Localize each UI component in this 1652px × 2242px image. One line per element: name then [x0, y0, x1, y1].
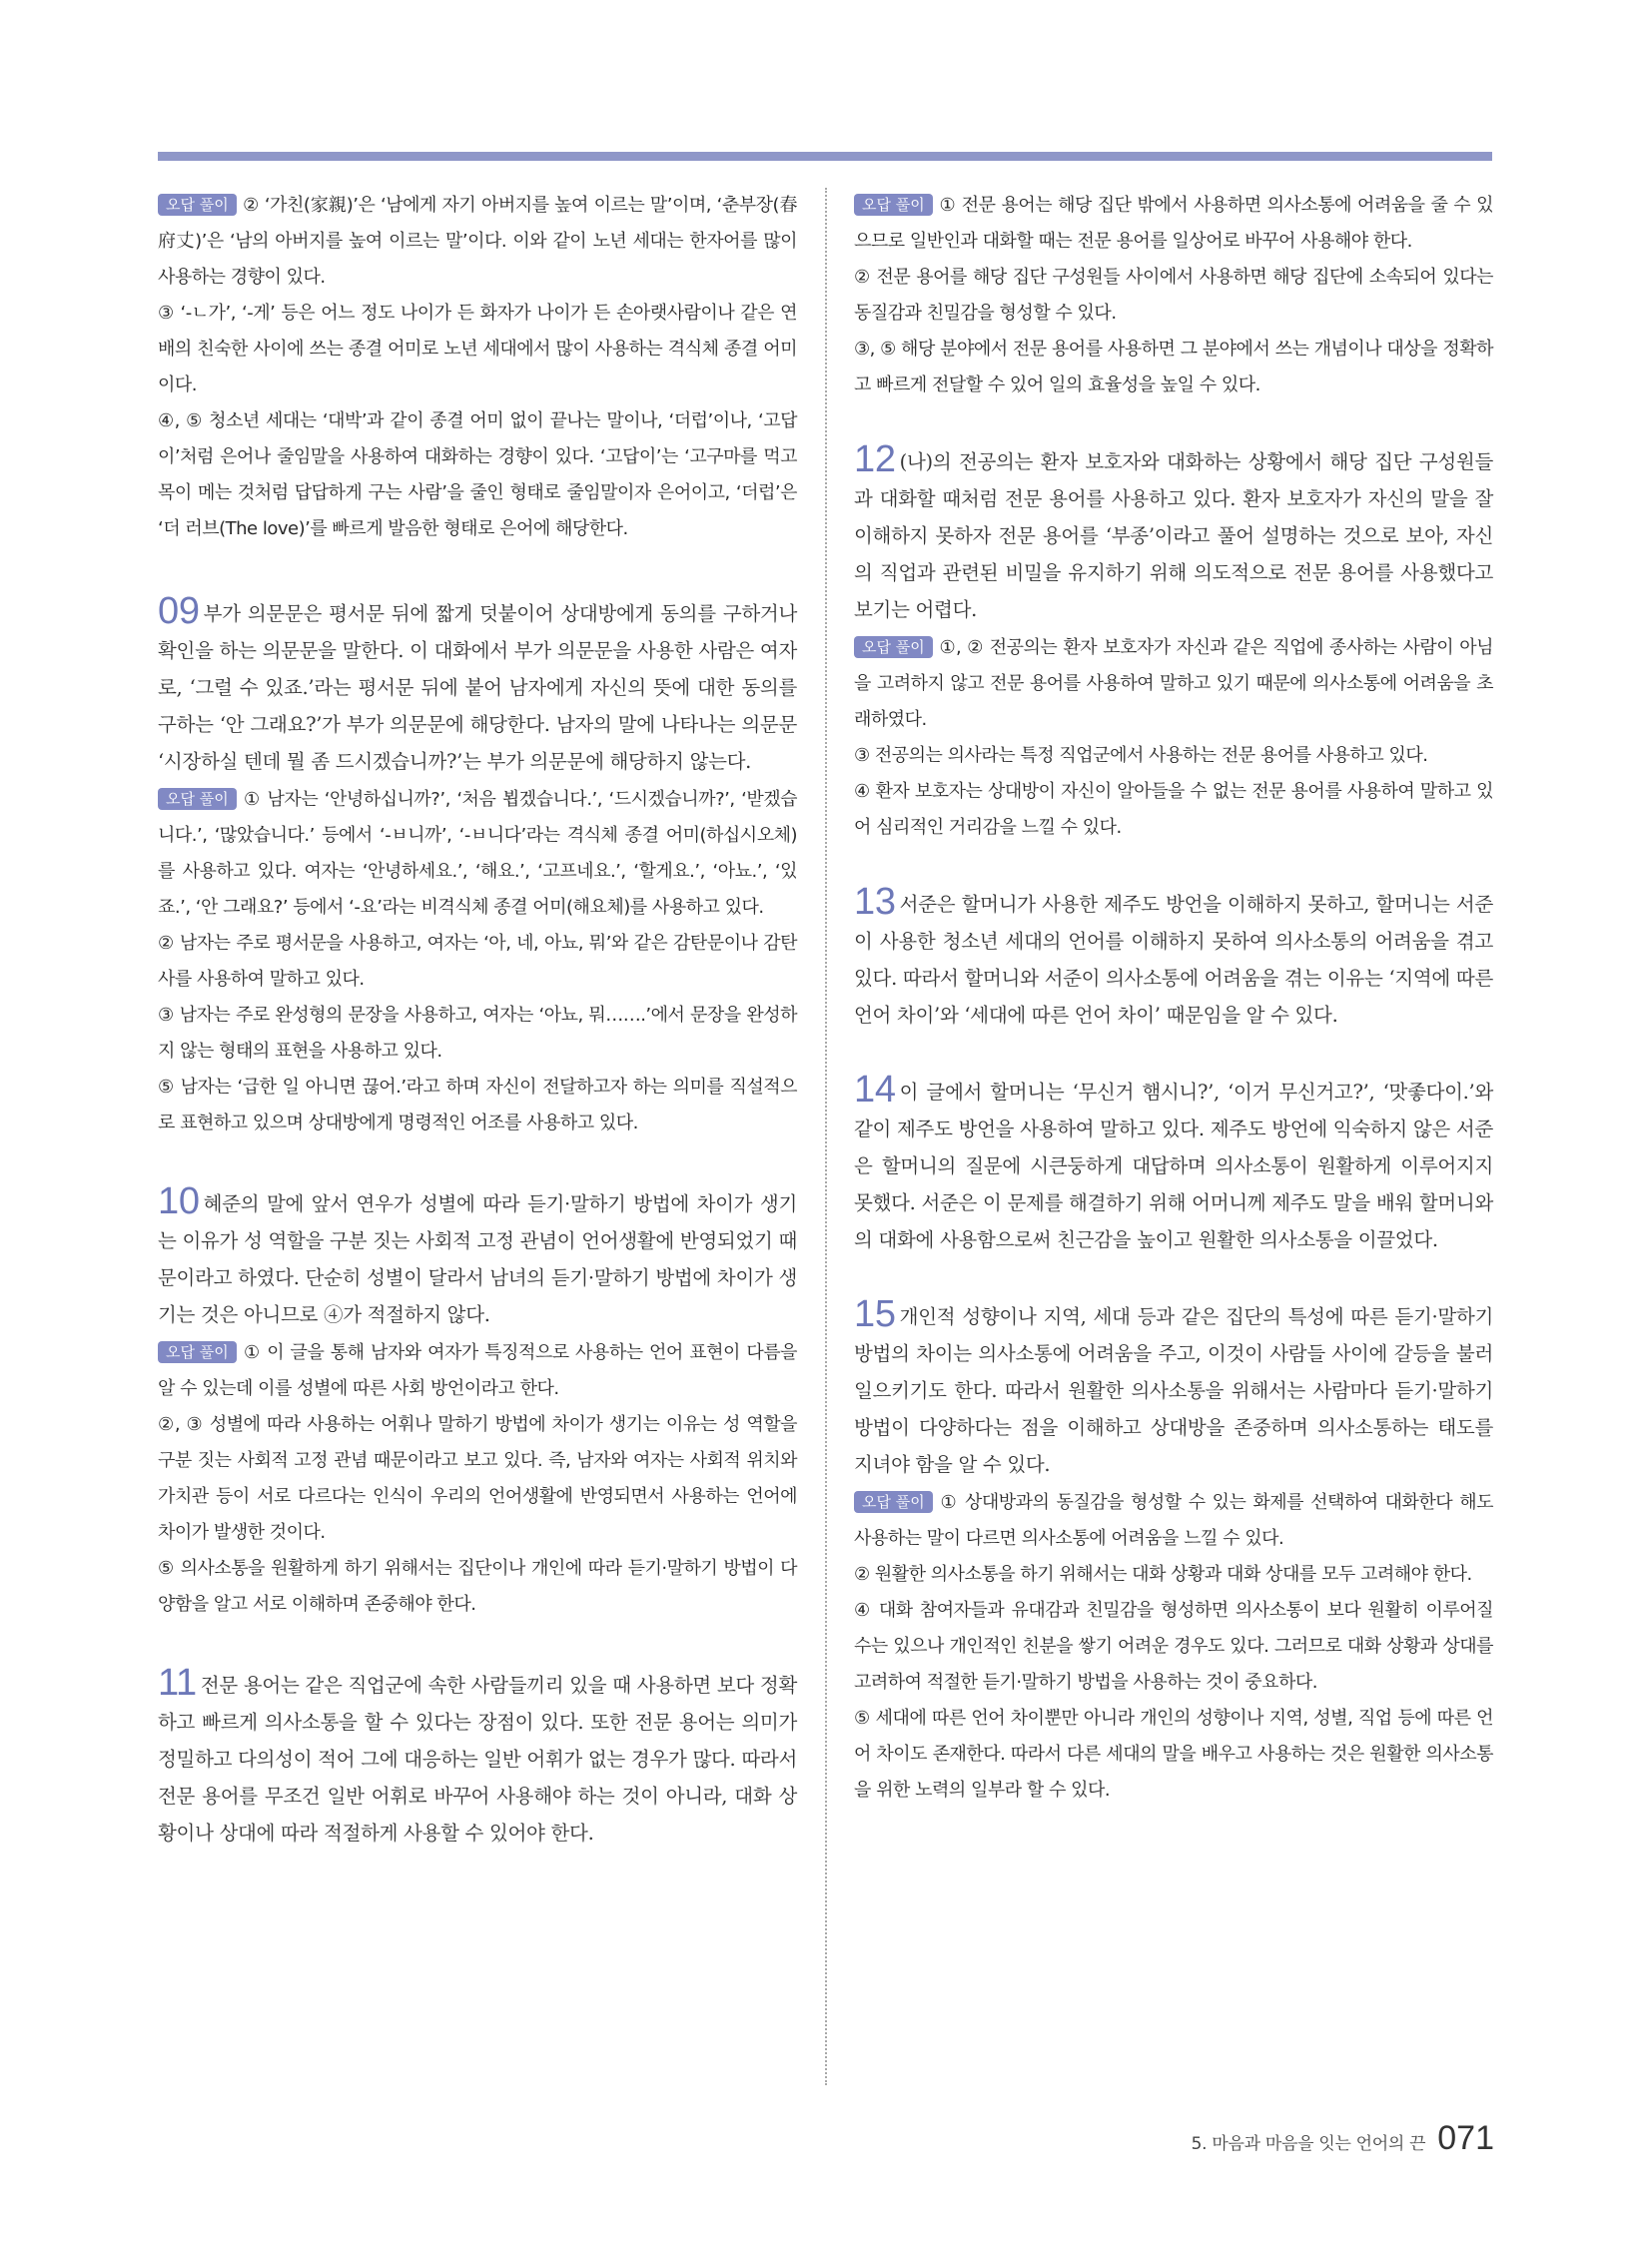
- explanation-text: ② 남자는 주로 평서문을 사용하고, 여자는 ‘아, 네, 아뇨, 뭐’와 같은 감탄문이나 감탄사를 사용하여 말하고 있다.: [158, 933, 797, 990]
- explanation-text: ② ‘가친(家親)’은 ‘남에게 자기 아버지를 높여 이르는 말’이며, ‘춘부장(春府丈)’은 ‘남의 아버지를 높여 이르는 말’이다. 이와 같이 노년 세대는 한자어를 많이 사용하는 경향이 있다.: [158, 195, 797, 288]
- wrong-answer-badge: 오답 풀이: [854, 636, 933, 658]
- answer-text: (나)의 전공의는 환자 보호자와 대화하는 상황에서 해당 집단 구성원들과 대화할 때처럼 전문 용어를 사용하고 있다. 환자 보호자가 자신의 말을 잘 이해하지 못하자 전문 용어를 ‘부종’이라고 풀어 설명하는 것으로 보아, 자신의 직업과 관련된 비밀을 유지하기 위해 의도적으로 전문 용어를 사용했다고 보기는 어렵다.: [854, 450, 1493, 621]
- explanation-text: ⑤ 남자는 ‘급한 일 아니면 끊어.’라고 하며 자신이 전달하고자 하는 의미를 직설적으로 표현하고 있으며 상대방에게 명령적인 어조를 사용하고 있다.: [158, 1077, 797, 1133]
- left-column: [158, 188, 797, 1852]
- answer-text: 이 글에서 할머니는 ‘무신거 햄시니?’, ‘이거 무신거고?’, ‘맛좋다이.’와 같이 제주도 방언을 사용하여 말하고 있다. 제주도 방언에 익숙하지 않은 서준은 할머니의 질문에 시큰둥하게 대답하며 의사소통이 원활하게 이루어지지 못했다. 서준은 이 문제를 해결하기 위해 어머니께 제주도 말을 배워 할머니와의 대화에 사용함으로써 친근감을 높이고 원활한 의사소통을 이끌었다.: [854, 1081, 1493, 1251]
- explanation-text: ⑤ 의사소통을 원활하게 하기 위해서는 집단이나 개인에 따라 듣기·말하기 방법이 다양함을 알고 서로 이해하며 존중해야 한다.: [158, 1558, 797, 1615]
- right-column: [854, 188, 1493, 1809]
- explanation-text: ① 남자는 ‘안녕하십니까?’, ‘처음 뵙겠습니다.’, ‘드시겠습니까?’, ‘받겠습니다.’, ‘많았습니다.’ 등에서 ‘-ㅂ니까’, ‘-ㅂ니다’라는 격식체 종결 어미(하십시오체)를 사용하고 있다. 여자는 ‘안녕하세요.’, ‘해요.’, ‘고프네요.’, ‘할게요.’, ‘아뇨.’, ‘있죠.’, ‘안 그래요?’ 등에서 ‘-요’라는 비격식체 종결 어미(해요체)를 사용하고 있다.: [158, 789, 797, 918]
- answer-text: 전문 용어는 같은 직업군에 속한 사람들끼리 있을 때 사용하면 보다 정확하고 빠르게 의사소통을 할 수 있다는 장점이 있다. 또한 전문 용어는 의미가 정밀하고 다의성이 적어 그에 대응하는 일반 어휘가 없는 경우가 많다. 따라서 전문 용어를 무조건 일반 어휘로 바꾸어 사용해야 하는 것이 아니라, 대화 상황이나 상대에 따라 적절하게 사용할 수 있어야 한다.: [158, 1674, 797, 1845]
- question-14: [854, 1069, 1493, 1258]
- explanation-text: ③ 전공의는 의사라는 특정 직업군에서 사용하는 전문 용어를 사용하고 있다.: [854, 745, 1428, 766]
- explanation-text: ③, ⑤ 해당 분야에서 전문 용어를 사용하면 그 분야에서 쓰는 개념이나 대상을 정확하고 빠르게 전달할 수 있어 일의 효율성을 높일 수 있다.: [854, 339, 1493, 395]
- explanation-text: ② 전문 용어를 해당 집단 구성원들 사이에서 사용하면 해당 집단에 소속되어 있다는 동질감과 친밀감을 형성할 수 있다.: [854, 267, 1493, 324]
- header-rule: [158, 152, 1492, 161]
- question-10: [158, 1180, 797, 1623]
- explanation-text: ②, ③ 성별에 따라 사용하는 어휘나 말하기 방법에 차이가 생기는 이유는 성 역할을 구분 짓는 사회적 고정 관념 때문이라고 보고 있다. 즉, 남자와 여자는 사회적 위치와 가치관 등이 서로 다르다는 인식이 우리의 언어생활에 반영되면서 사용하는 언어에 차이가 발생한 것이다.: [158, 1414, 797, 1543]
- chapter-title: 5. 마음과 마음을 잇는 언어의 끈: [1191, 2134, 1426, 2154]
- column-divider: [825, 188, 827, 2085]
- wrong-answer-badge: 오답 풀이: [158, 1341, 237, 1363]
- wrong-answer-badge: 오답 풀이: [158, 194, 237, 216]
- wrong-answer-badge: 오답 풀이: [854, 194, 933, 216]
- explanation-text: ③ 남자는 주로 완성형의 문장을 사용하고, 여자는 ‘아뇨, 뭐…….’에서 문장을 완성하지 않는 형태의 표현을 사용하고 있다.: [158, 1005, 797, 1062]
- page-footer: [1192, 2119, 1494, 2158]
- question-13: [854, 881, 1493, 1034]
- explanation-text: ① 상대방과의 동질감을 형성할 수 있는 화제를 선택하여 대화한다 해도 사용하는 말이 다르면 의사소통에 어려움을 느낄 수 있다.: [854, 1492, 1493, 1549]
- explanation-text: ③ ‘-ㄴ가’, ‘-게’ 등은 어느 정도 나이가 든 화자가 나이가 든 손아랫사람이나 같은 연배의 친숙한 사이에 쓰는 종결 어미로 노년 세대에서 많이 사용하는 격식체 종결 어미이다.: [158, 303, 797, 395]
- answer-text: 부가 의문문은 평서문 뒤에 짧게 덧붙이어 상대방에게 동의를 구하거나 확인을 하는 의문문을 말한다. 이 대화에서 부가 의문문을 사용한 사람은 여자로, ‘그럴 수 있죠.’라는 평서문 뒤에 붙어 남자에게 자신의 뜻에 대한 동의를 구하는 ‘안 그래요?’가 부가 의문문에 해당한다. 남자의 말에 나타나는 의문문 ‘시장하실 텐데 뭘 좀 드시겠습니까?’는 부가 의문문에 해당하지 않는다.: [158, 602, 797, 773]
- explanation-text: ④, ⑤ 청소년 세대는 ‘대박’과 같이 종결 어미 없이 끝나는 말이나, ‘더럽’이나, ‘고답이’처럼 은어나 줄임말을 사용하여 대화하는 경향이 있다. ‘고답이’는 ‘고구마를 먹고 목이 메는 것처럼 답답하게 구는 사람’을 줄인 형태로 줄임말이자 은어이고, ‘더럽’은 ‘더 러브(The love)’를 빠르게 발음한 형태로 은어에 해당한다.: [158, 410, 797, 539]
- question-11: [158, 1662, 797, 1852]
- wrong-answer-badge: 오답 풀이: [854, 1491, 933, 1513]
- question-number: 12: [854, 438, 896, 480]
- page-number: 071: [1437, 2119, 1494, 2157]
- question-number: 09: [158, 590, 200, 632]
- explanation-text: ① 이 글을 통해 남자와 여자가 특징적으로 사용하는 언어 표현이 다름을 알 수 있는데 이를 성별에 따른 사회 방언이라고 한다.: [158, 1342, 797, 1399]
- answer-text: 혜준의 말에 앞서 연우가 성별에 따라 듣기·말하기 방법에 차이가 생기는 이유가 성 역할을 구분 짓는 사회적 고정 관념이 언어생활에 반영되었기 때문이라고 하였다. 단순히 성별이 달라서 남녀의 듣기·말하기 방법에 차이가 생기는 것은 아니므로 ④가 적절하지 않다.: [158, 1192, 797, 1326]
- explanation-text: ⑤ 세대에 따른 언어 차이뿐만 아니라 개인의 성향이나 지역, 성별, 직업 등에 따른 언어 차이도 존재한다. 따라서 다른 세대의 말을 배우고 사용하는 것은 원활한 의사소통을 위한 노력의 일부라 할 수 있다.: [854, 1708, 1493, 1801]
- answer-text: 개인적 성향이나 지역, 세대 등과 같은 집단의 특성에 따른 듣기·말하기 방법의 차이는 의사소통에 어려움을 주고, 이것이 사람들 사이에 갈등을 불러일으키기도 한다. 따라서 원활한 의사소통을 위해서는 사람마다 듣기·말하기 방법이 다양하다는 점을 이해하고 상대방을 존중하며 의사소통하는 태도를 지녀야 함을 알 수 있다.: [854, 1305, 1493, 1476]
- answer-text: 서준은 할머니가 사용한 제주도 방언을 이해하지 못하고, 할머니는 서준이 사용한 청소년 세대의 언어를 이해하지 못하여 의사소통의 어려움을 겪고 있다. 따라서 할머니와 서준이 의사소통에 어려움을 겪는 이유는 ‘지역에 따른 언어 차이’와 ‘세대에 따른 언어 차이’ 때문임을 알 수 있다.: [854, 893, 1493, 1027]
- question-number: 13: [854, 881, 896, 923]
- q11-explanation: [854, 188, 1493, 403]
- question-number: 11: [158, 1662, 197, 1704]
- question-12: [854, 438, 1493, 846]
- question-number: 10: [158, 1180, 200, 1222]
- question-15: [854, 1293, 1493, 1809]
- explanation-text: ② 원활한 의사소통을 하기 위해서는 대화 상황과 대화 상대를 모두 고려해야 한다.: [854, 1564, 1472, 1585]
- question-number: 14: [854, 1069, 896, 1111]
- explanation-text: ① 전문 용어는 해당 집단 밖에서 사용하면 의사소통에 어려움을 줄 수 있으므로 일반인과 대화할 때는 전문 용어를 일상어로 바꾸어 사용해야 한다.: [854, 195, 1493, 252]
- explanation-text: ④ 대화 참여자들과 유대감과 친밀감을 형성하면 의사소통이 보다 원활히 이루어질 수는 있으나 개인적인 친분을 쌓기 어려운 경우도 있다. 그러므로 대화 상황과 상대를 고려하여 적절한 듣기·말하기 방법을 사용하는 것이 중요하다.: [854, 1600, 1493, 1693]
- explanation-text: ①, ② 전공의는 환자 보호자가 자신과 같은 직업에 종사하는 사람이 아님을 고려하지 않고 전문 용어를 사용하여 말하고 있기 때문에 의사소통에 어려움을 초래하였다.: [854, 637, 1493, 730]
- question-number: 15: [854, 1293, 896, 1335]
- wrong-answer-badge: 오답 풀이: [158, 788, 237, 810]
- q08-explanation: [158, 188, 797, 547]
- explanation-text: ④ 환자 보호자는 상대방이 자신이 알아들을 수 없는 전문 용어를 사용하여 말하고 있어 심리적인 거리감을 느낄 수 있다.: [854, 781, 1493, 838]
- question-09: [158, 590, 797, 1141]
